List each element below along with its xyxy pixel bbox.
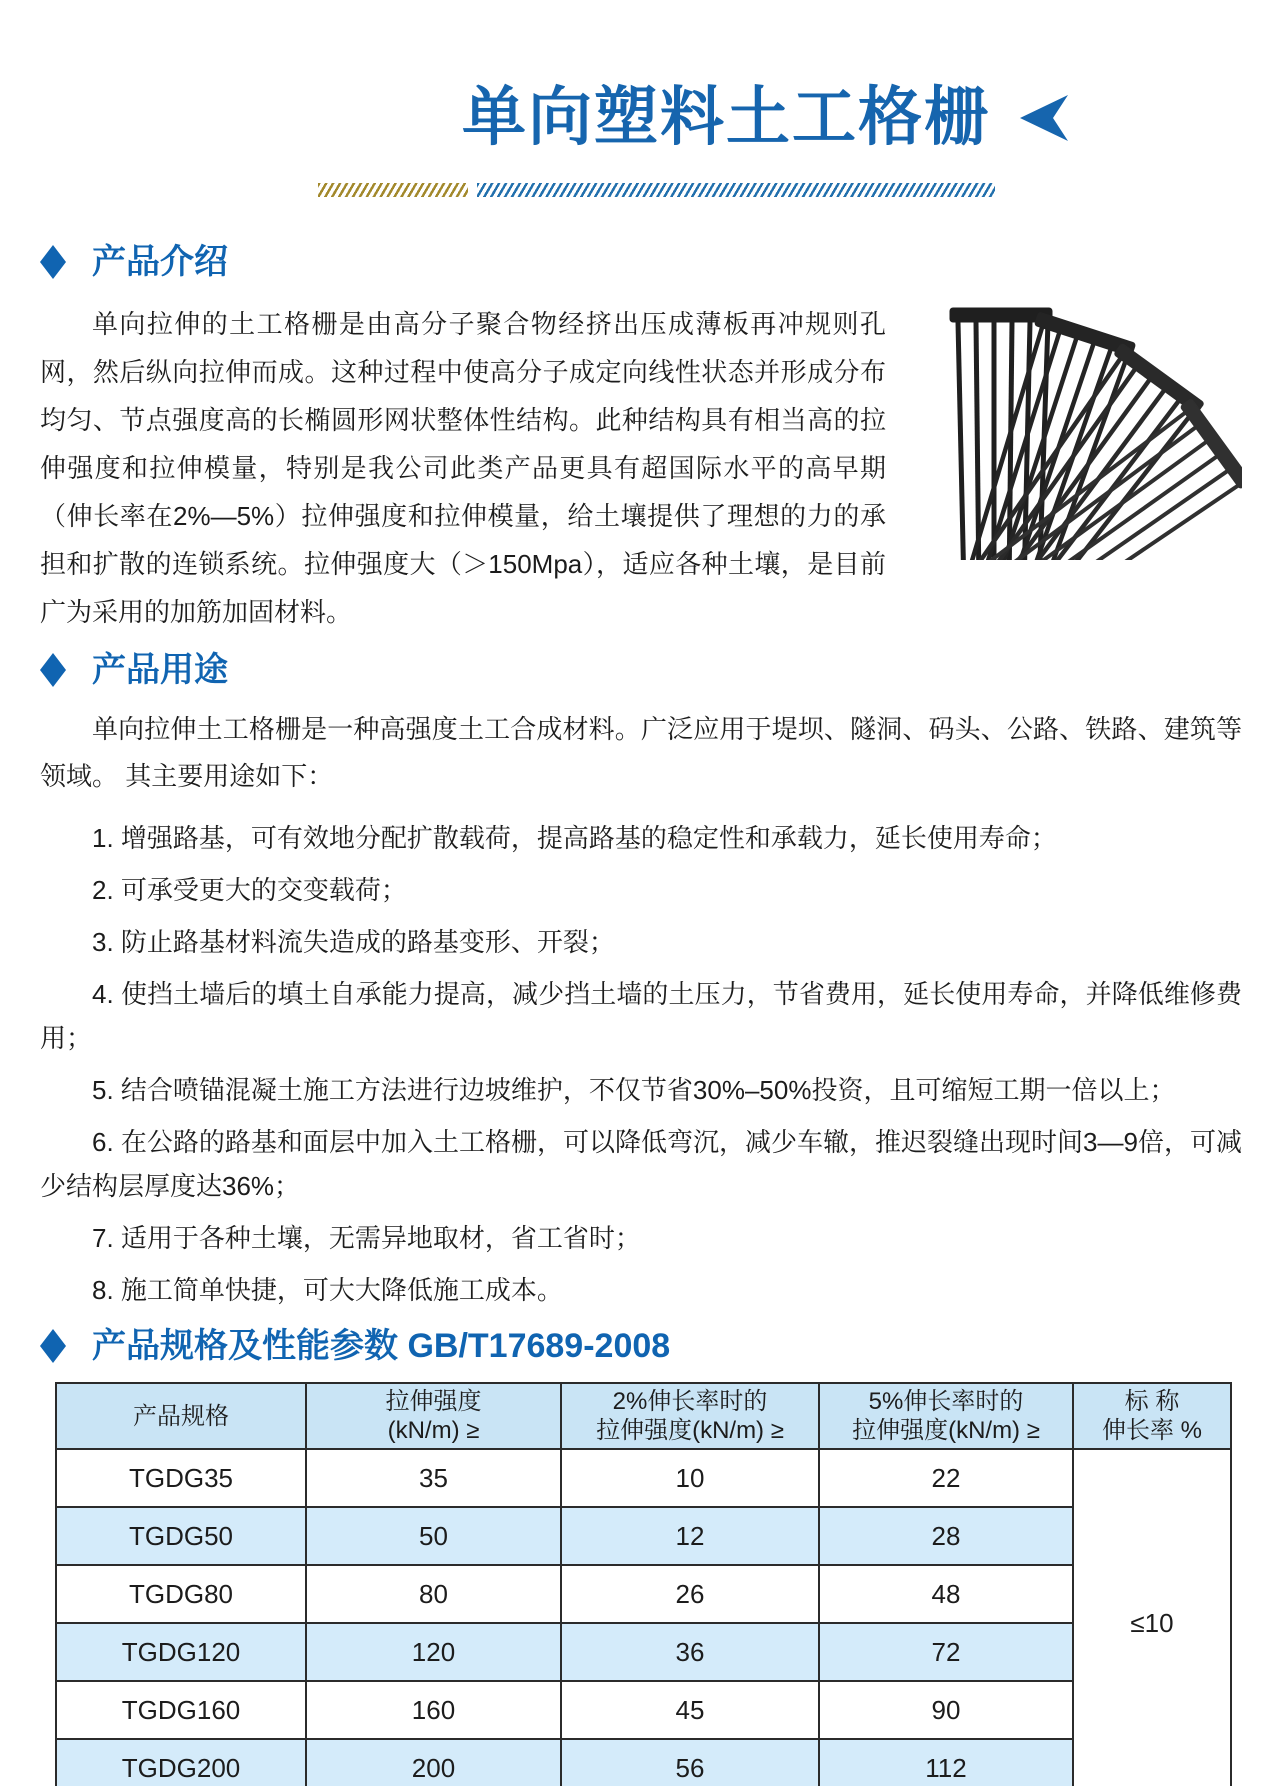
spec-value-cell: 72 <box>819 1623 1073 1681</box>
diamond-bullet-icon <box>40 653 66 687</box>
spec-value-cell: 80 <box>306 1565 561 1623</box>
page-header <box>0 0 1282 200</box>
spec-model-cell: TGDG80 <box>56 1565 306 1623</box>
uses-item-3: 3. 防止路基材料流失造成的路基变形、开裂； <box>92 927 615 957</box>
uses-item-1: 1. 增强路基，可有效地分配扩散载荷，提高路基的稳定性和承载力，延长使用寿命； <box>92 823 1057 853</box>
spec-col-header-5: 标 称 伸长率 % <box>1073 1383 1231 1449</box>
intro-body-wrap <box>40 300 1242 636</box>
spec-col-header-4: 5%伸长率时的 拉伸强度(kN/m) ≥ <box>819 1383 1073 1449</box>
title-block <box>462 82 1068 154</box>
spec-table-row-TGDG80 <box>56 1565 1231 1623</box>
gold-hatch-stripe <box>318 183 468 197</box>
geogrid-product-photo <box>912 300 1242 560</box>
uses-item-5: 5. 结合喷锚混凝土施工方法进行边坡维护，不仅节省30%–50%投资，且可缩短工期一倍以上； <box>92 1075 1176 1105</box>
spec-col-header-2: 拉伸强度 (kN/m) ≥ <box>306 1383 561 1449</box>
spec-table-body <box>56 1449 1231 1786</box>
uses-item-2: 2. 可承受更大的交变载荷； <box>92 875 407 905</box>
spec-table-row-TGDG200 <box>56 1739 1231 1786</box>
spec-col-header-3: 2%伸长率时的 拉伸强度(kN/m) ≥ <box>561 1383 819 1449</box>
spec-value-cell: 56 <box>561 1739 819 1786</box>
spec-model-cell: TGDG50 <box>56 1507 306 1565</box>
section-heading-uses <box>40 650 1242 690</box>
spec-table-row-TGDG35 <box>56 1449 1231 1507</box>
uses-intro-paragraph: 单向拉伸土工格栅是一种高强度土工合成材料。广泛应用于堤坝、隧洞、码头、公路、铁路、建筑等领域。 其主要用途如下： <box>40 714 1242 791</box>
spec-value-cell: 22 <box>819 1449 1073 1507</box>
spec-value-cell: 35 <box>306 1449 561 1507</box>
section-title-specs: 产品规格及性能参数 GB/T17689-2008 <box>92 1327 671 1365</box>
spec-value-cell: 28 <box>819 1507 1073 1565</box>
spec-value-cell: 200 <box>306 1739 561 1786</box>
left-arrow-icon <box>1020 95 1068 141</box>
diamond-bullet-icon <box>40 245 66 279</box>
decorative-stripes <box>318 183 995 197</box>
section-heading-intro <box>40 242 1242 282</box>
uses-item-7: 7. 适用于各种土壤，无需异地取材，省工省时； <box>92 1223 641 1253</box>
uses-item-4: 4. 使挡土墙后的填土自承能力提高，减少挡土墙的土压力，节省费用，延长使用寿命，并降低维修费用； <box>40 979 1242 1053</box>
diamond-bullet-icon <box>40 1329 66 1363</box>
spec-model-cell: TGDG200 <box>56 1739 306 1786</box>
spec-value-cell: 12 <box>561 1507 819 1565</box>
spec-model-cell: TGDG35 <box>56 1449 306 1507</box>
spec-value-cell: 26 <box>561 1565 819 1623</box>
spec-value-cell: 48 <box>819 1565 1073 1623</box>
spec-table-header-row <box>56 1383 1231 1449</box>
spec-table-row-TGDG160 <box>56 1681 1231 1739</box>
spec-value-cell: 160 <box>306 1681 561 1739</box>
page-content <box>0 242 1282 1786</box>
spec-value-cell: 120 <box>306 1623 561 1681</box>
spec-value-cell: 90 <box>819 1681 1073 1739</box>
spec-table <box>55 1382 1232 1786</box>
spec-value-cell: 10 <box>561 1449 819 1507</box>
spec-value-cell: 36 <box>561 1623 819 1681</box>
section-heading-specs <box>40 1326 1242 1366</box>
spec-col-header-1: 产品规格 <box>56 1383 306 1449</box>
spec-model-cell: TGDG120 <box>56 1623 306 1681</box>
section-title-intro: 产品介绍 <box>92 243 228 281</box>
intro-paragraph: 单向拉伸的土工格栅是由高分子聚合物经挤出压成薄板再冲规则孔网，然后纵向拉伸而成。这种过程中使高分子成定向线性状态并形成分布均匀、节点强度高的长椭圆形网状整体性结构。此种结构具有相当高的拉伸强度和拉伸模量，特别是我公司此类产品更具有超国际水平的高早期（伸长率在2%—5%）拉伸强度和拉伸模量，给土壤提供了理想的力的承担和扩散的连锁系统。拉伸强度大（＞150Mpa），适应各种土壤，是目前广为采用的加筋加固材料。 <box>40 309 886 627</box>
spec-value-cell: 112 <box>819 1739 1073 1786</box>
page-title: 单向塑料土工格栅 <box>462 80 990 155</box>
spec-value-cell: 50 <box>306 1507 561 1565</box>
section-title-uses: 产品用途 <box>92 651 228 689</box>
uses-item-8: 8. 施工简单快捷，可大大降低施工成本。 <box>92 1275 563 1305</box>
spec-table-row-TGDG120 <box>56 1623 1231 1681</box>
spec-model-cell: TGDG160 <box>56 1681 306 1739</box>
uses-list <box>40 816 1242 1312</box>
uses-item-6: 6. 在公路的路基和面层中加入土工格栅，可以降低弯沉，减少车辙，推迟裂缝出现时间3—9倍，可减少结构层厚度达36%； <box>40 1127 1242 1201</box>
blue-hatch-stripe <box>477 183 995 197</box>
spec-table-row-TGDG50 <box>56 1507 1231 1565</box>
spec-nominal-elongation-cell: ≤10 <box>1073 1449 1231 1786</box>
spec-value-cell: 45 <box>561 1681 819 1739</box>
